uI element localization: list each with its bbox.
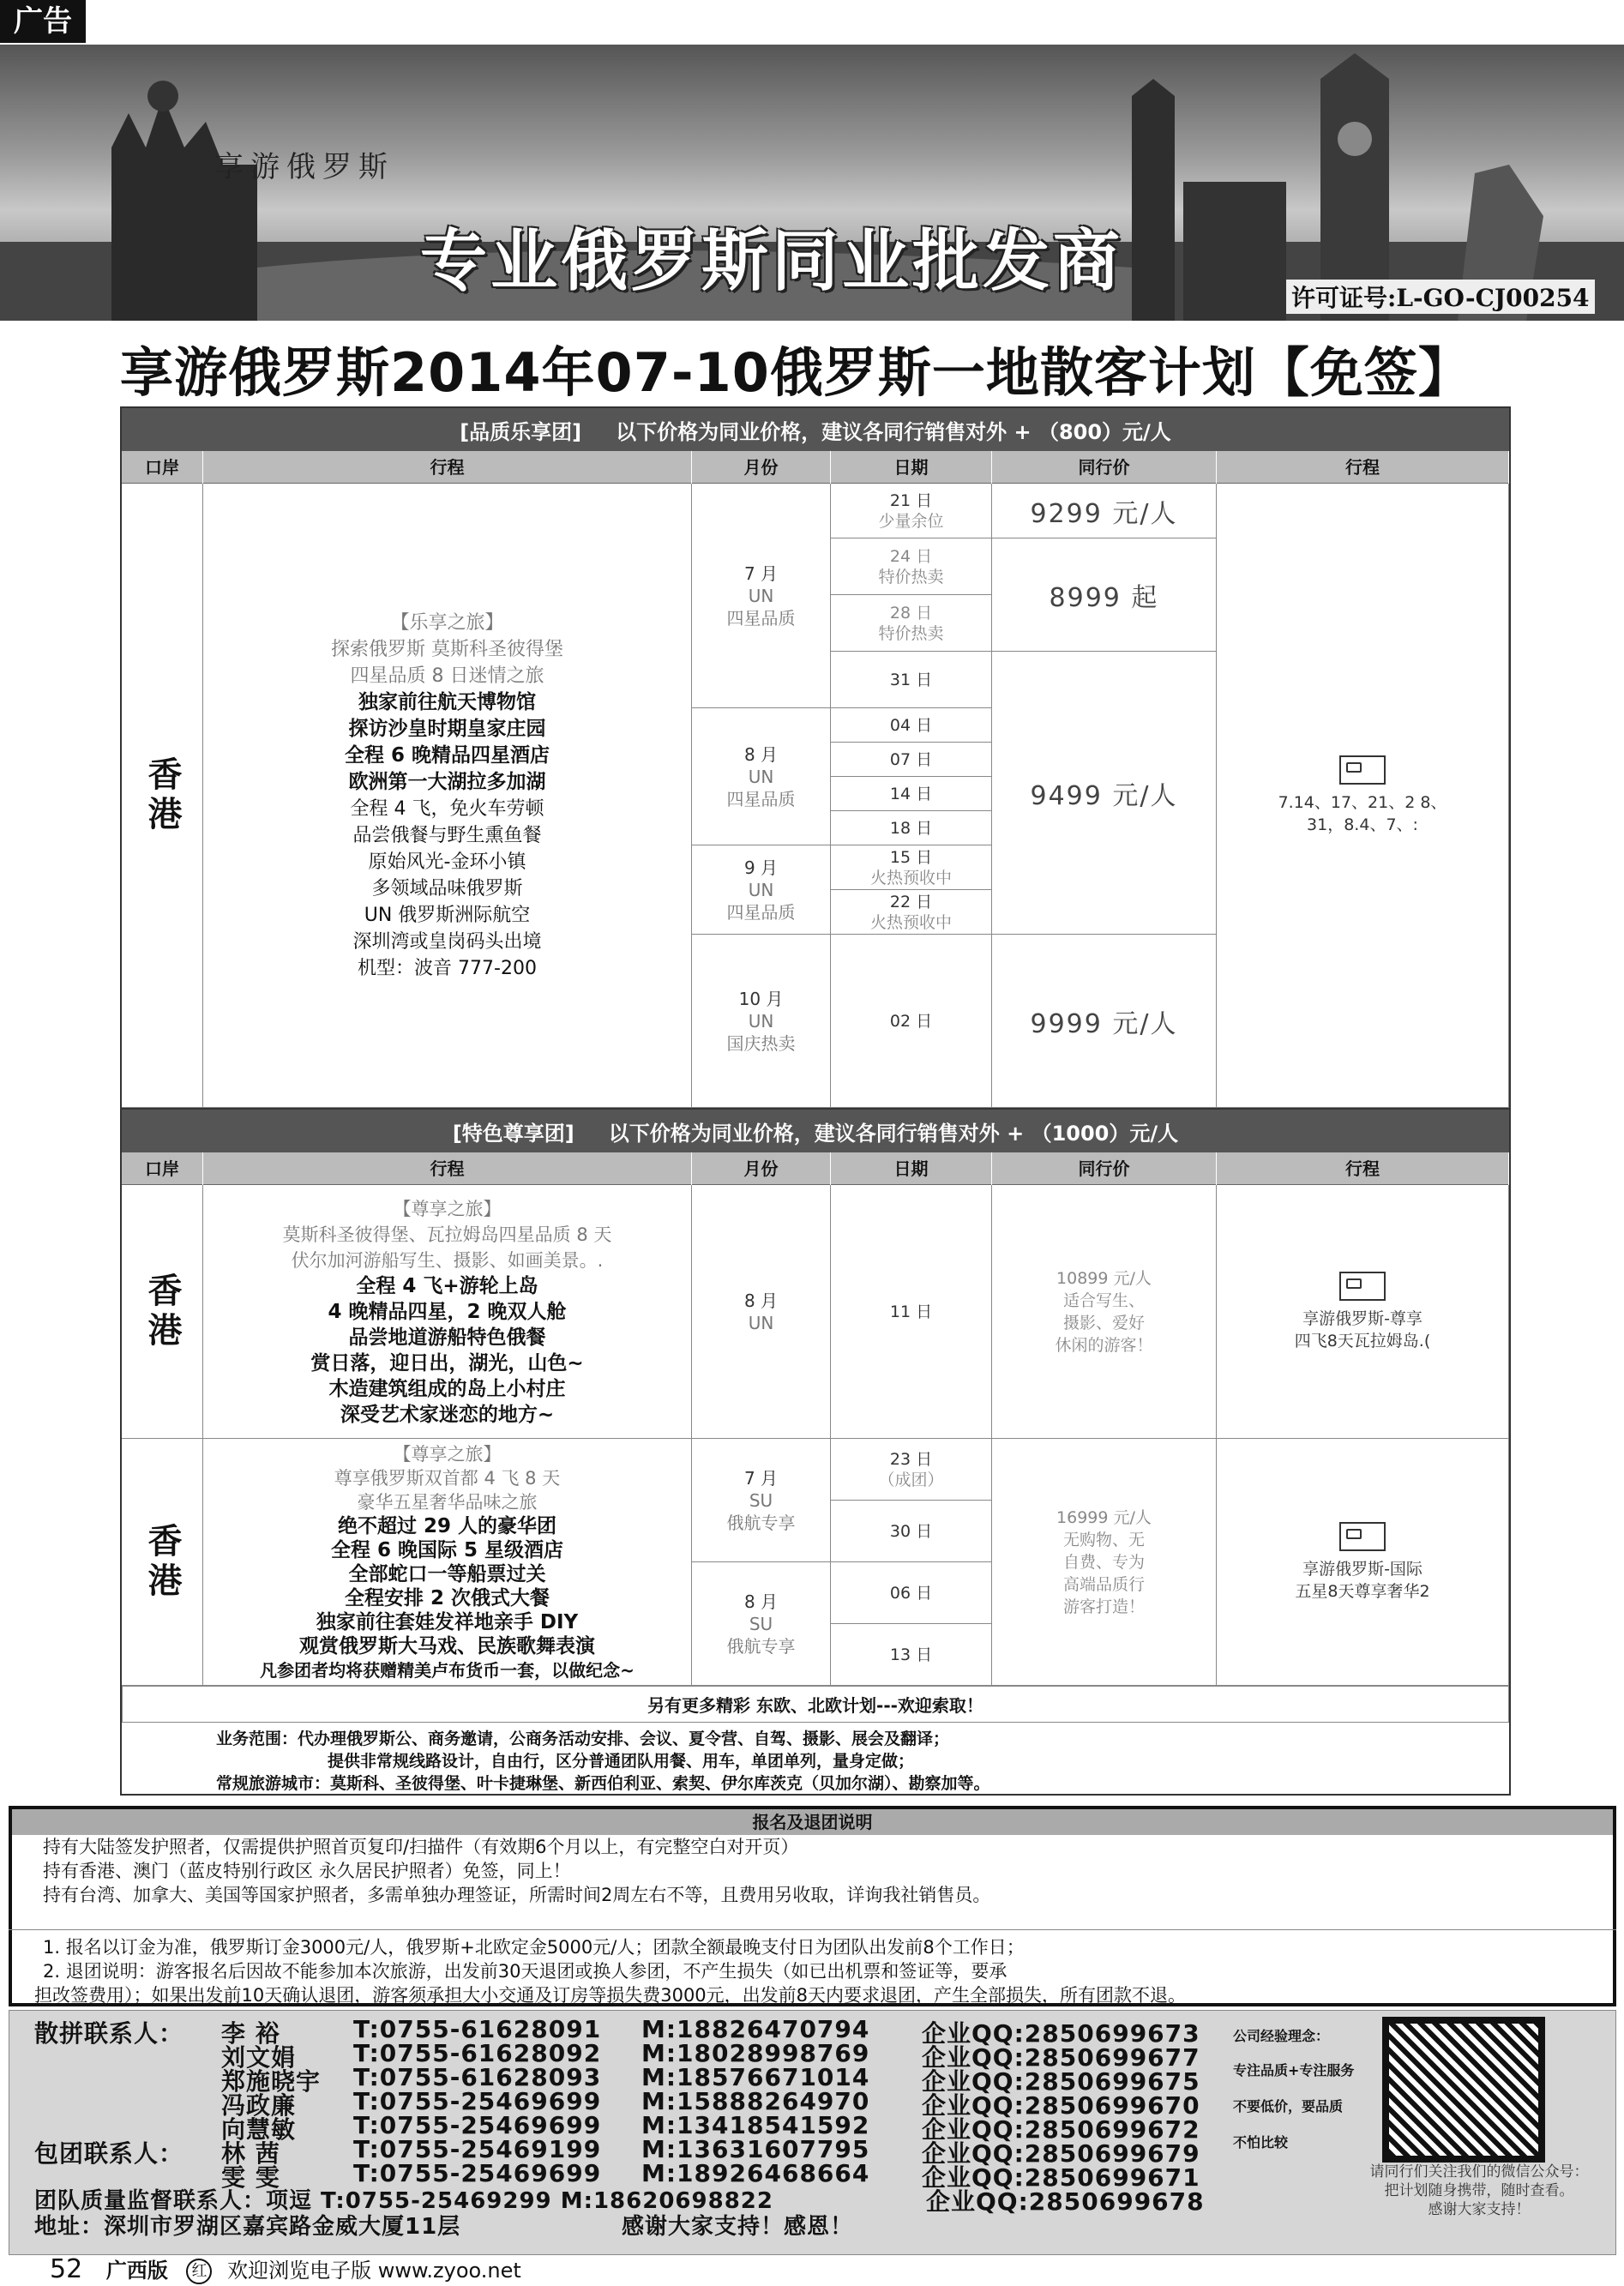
itin-line: 多领域品味俄罗斯 — [371, 877, 523, 899]
port-cell — [122, 1439, 203, 1686]
text: 向慧敏 — [221, 2115, 297, 2144]
text: 国庆热卖 — [726, 1032, 796, 1054]
text: 凡参团者均将获赠精美卢布货币一套，以做纪念~ — [260, 1659, 635, 1681]
date-cell — [831, 845, 992, 890]
table1-price-note: 以下价格为同业价格，建议各同行销售对外 + （800）元/人 — [616, 419, 1171, 444]
col-price: 同行价 — [992, 1152, 1217, 1185]
quality-supervisor: 团队质量监督联系人：项逗 T:0755-25469299 M:18620698822 — [34, 2188, 773, 2214]
page-footer — [0, 2253, 1624, 2286]
text: SU — [749, 1613, 773, 1634]
text: 担改签费用）；如果出发前10天确认退团，游客须承担大小交通及订房等损失费3000元，出发前8天内要求退团，产生全部损失，所有团款不退。 — [34, 1985, 1187, 2006]
text: 少量余位 — [878, 511, 944, 531]
text: 16999 元/人 — [1056, 1507, 1152, 1527]
text: （成团） — [878, 1470, 944, 1489]
text: 四星品质 — [726, 901, 796, 923]
ad-tag: 广告 — [0, 0, 86, 43]
text: M:15888264970 — [641, 2087, 870, 2115]
text: 火热预收中 — [869, 868, 952, 887]
philosophy-text: 不要低价，要品质 — [1233, 2098, 1344, 2115]
text: 10899 元/人 — [1056, 1268, 1152, 1288]
text: 13 日 — [889, 1645, 933, 1664]
text: SU — [749, 1489, 773, 1511]
date-cell — [831, 935, 992, 1108]
text: 06 日 — [889, 1583, 933, 1603]
text: 10 月 — [738, 988, 784, 1009]
text: 21 日 — [889, 490, 933, 510]
text: 郑施晓宇 — [221, 2067, 322, 2096]
text: 尊享俄罗斯双首都 4 飞 8 天 — [334, 1467, 561, 1489]
itin-line: 全程 6 晚精品四星酒店 — [344, 743, 550, 767]
port-cell — [122, 1185, 203, 1439]
date-cell — [831, 743, 992, 777]
table2-group-name: [特色尊享团] — [452, 1121, 574, 1146]
text: 伏尔加河游船写生、摄影、如画美景。. — [291, 1249, 604, 1271]
text: 企业QQ:2850699671 — [922, 2163, 1200, 2192]
text: 摄影、爱好 — [1062, 1313, 1145, 1332]
date-cell — [831, 652, 992, 708]
itinerary-doc-link[interactable] — [1217, 484, 1509, 1108]
text: 4 晚精品四星，2 晚双人舱 — [328, 1300, 567, 1323]
date-cell — [831, 1185, 992, 1439]
date-cell — [831, 1562, 992, 1624]
date-cell — [831, 708, 992, 743]
col-date: 日期 — [831, 451, 992, 484]
text: 14 日 — [889, 784, 933, 803]
text: 7 月 — [743, 562, 779, 584]
text: 木造建筑组成的岛上小村庄 — [328, 1377, 566, 1400]
text: 企业QQ:2850699675 — [922, 2067, 1200, 2096]
text: 林 茜 — [221, 2139, 280, 2168]
col-port: 口岸 — [122, 1152, 203, 1185]
text: 休闲的游客！ — [1055, 1335, 1153, 1355]
text: 04 日 — [889, 715, 933, 735]
reg-line: 持有香港、澳门（蓝皮特别行政区 永久居民护照者）免签，同上！ — [43, 1861, 571, 1881]
text: 感谢大家支持！ — [1428, 2201, 1531, 2218]
text: 22 日 — [889, 892, 933, 911]
itinerary-cell — [203, 484, 692, 1108]
table2-price-note: 以下价格为同业价格，建议各同行销售对外 + （1000）元/人 — [608, 1121, 1179, 1146]
slogan: 专业俄罗斯同业批发商 — [420, 223, 1124, 300]
itin-line: 品尝俄餐与野生熏鱼餐 — [352, 824, 542, 846]
quality-qq: 企业QQ:2850699678 — [926, 2187, 1205, 2216]
text: 1. 报名以订金为准，俄罗斯订金3000元/人，俄罗斯+北欧定金5000元/人；团款全额最晚支付日为团队出发前8个工作日； — [43, 1937, 1025, 1958]
text: 享游俄罗斯-尊享 — [1302, 1308, 1423, 1328]
table2-column-headers — [122, 1152, 1509, 1185]
col-itinerary-doc: 行程 — [1217, 451, 1509, 484]
date-cell — [831, 595, 992, 652]
website-link[interactable]: 欢迎浏览电子版 www.zyoo.net — [227, 2259, 521, 2283]
itin-line: 深圳湾或皇岗码头出境 — [352, 930, 542, 953]
edition-label: 广西版 — [105, 2259, 168, 2283]
text: 02 日 — [889, 1011, 933, 1031]
itin-line: 欧洲第一大湖拉多加湖 — [348, 770, 546, 793]
text: 8 月 — [743, 1591, 779, 1612]
text: 四飞8天瓦拉姆岛.( — [1294, 1331, 1431, 1351]
text: 全程安排 2 次俄式大餐 — [344, 1586, 550, 1609]
text: 独家前往套娃发祥地亲手 DIY — [316, 1610, 579, 1633]
date-cell — [831, 777, 992, 811]
text: T:0755-25469699 — [353, 2159, 602, 2187]
text: 绝不超过 29 人的豪华团 — [337, 1514, 557, 1537]
table-quality-tour — [120, 406, 1511, 1110]
text: 特价热卖 — [878, 623, 944, 643]
document-icon — [1339, 1522, 1386, 1551]
text: 07 日 — [889, 749, 933, 769]
text: 无购物、无 — [1062, 1530, 1145, 1549]
text: 8 月 — [743, 743, 779, 765]
port-cell — [122, 484, 203, 1108]
text: 四星品质 — [726, 788, 796, 809]
brand-logo: 享游俄罗斯 — [214, 150, 394, 184]
text: 业务范围：代办理俄罗斯公、商务邀请，公商务活动安排、会议、夏令营、自驾、摄影、展会及翻译； — [216, 1730, 950, 1748]
text: 7 月 — [743, 1467, 779, 1489]
text: 24 日 — [889, 546, 933, 566]
document-icon — [1339, 1272, 1386, 1301]
col-itinerary: 行程 — [203, 451, 692, 484]
month-cell — [692, 935, 831, 1108]
refund-policy — [9, 1929, 1616, 2015]
text: M:18576671014 — [641, 2063, 870, 2091]
business-scope — [122, 1723, 1509, 1800]
itin-line: 独家前往航天博物馆 — [358, 690, 536, 713]
text: 【尊享之旅】 — [393, 1198, 502, 1219]
text: 刘文娟 — [221, 2043, 297, 2072]
itin-line: 全程 4 飞，免火车劳顿 — [350, 797, 544, 820]
price-cell — [992, 1439, 1217, 1686]
philosophy-text: 专注品质+专注服务 — [1233, 2062, 1355, 2078]
text: UN — [748, 766, 774, 787]
contact-label: 散拼联系人： — [34, 2019, 184, 2048]
text: 把计划随身携带，随时查看。 — [1384, 2182, 1574, 2199]
more-plans-note: 另有更多精彩 东欧、北欧计划---欢迎索取！ — [122, 1686, 1509, 1723]
text: 企业QQ:2850699677 — [922, 2043, 1200, 2072]
itinerary-cell — [203, 1185, 692, 1439]
itin-line: 机型：波音 777-200 — [358, 957, 537, 979]
text: T:0755-61628091 — [353, 2015, 602, 2043]
philosophy-text: 不怕比较 — [1233, 2134, 1289, 2151]
price-cell: 8999 起 — [992, 538, 1217, 652]
text: 特价热卖 — [878, 567, 944, 587]
text: 冯政廉 — [221, 2091, 297, 2120]
text: 品尝地道游船特色俄餐 — [348, 1326, 546, 1349]
table1-column-headers — [122, 451, 1509, 484]
itin-line: UN 俄罗斯洲际航空 — [364, 904, 531, 926]
itin-line: 探访沙皇时期皇家庄园 — [348, 717, 546, 740]
text: UN — [748, 1312, 774, 1333]
text: M:13418541592 — [641, 2111, 870, 2139]
itin-line: 四星品质 8 日迷情之旅 — [350, 665, 544, 687]
text: 莫斯科圣彼得堡、瓦拉姆岛四星品质 8 天 — [282, 1224, 612, 1245]
text: 豪华五星奢华品味之旅 — [357, 1491, 538, 1513]
text: 五星8天尊享奢华2 — [1295, 1581, 1430, 1601]
text: T:0755-61628092 — [353, 2039, 602, 2067]
red-logo-icon: 红 — [186, 2259, 212, 2284]
text: 企业QQ:2850699673 — [922, 2019, 1200, 2048]
text: M:18826470794 — [641, 2015, 870, 2043]
reg-line: 持有大陆签发护照者，仅需提供护照首页复印/扫描件（有效期6个月以上，有完整空白对开页） — [43, 1837, 799, 1857]
text: 请同行们关注我们的微信公众号： — [1369, 2163, 1589, 2181]
text: 9 月 — [743, 857, 779, 878]
text: 全程 4 飞+游轮上岛 — [356, 1274, 538, 1297]
text: UN — [748, 585, 774, 606]
date-cell — [831, 811, 992, 845]
text: 2. 退团说明：游客报名后因故不能参加本次旅游，出发前30天退团或换人参团，不产生损失（如已出机票和签证等，要承 — [43, 1961, 1007, 1982]
date-cell — [831, 890, 992, 935]
doc-label: 7.14、17、21、2 8、31，8.4、7、: — [1278, 792, 1447, 834]
registration-title: 报名及退团说明 — [12, 1809, 1613, 1835]
page-number: 52 — [50, 2254, 83, 2284]
date-cell — [831, 1624, 992, 1686]
text: 常规旅游城市：莫斯科、圣彼得堡、叶卡捷琳堡、新西伯利亚、索契、伊尔库茨克（贝加尔湖）、勘察加等。 — [216, 1774, 990, 1793]
text: 赏日落，迎日出，湖光，山色~ — [310, 1351, 584, 1375]
text: 游客打造！ — [1062, 1597, 1145, 1616]
text: 李 裕 — [221, 2019, 280, 2048]
text: 四星品质 — [726, 607, 796, 629]
thanks-text: 感谢大家支持！感恩！ — [622, 2214, 854, 2240]
date-cell — [831, 538, 992, 595]
text: 28 日 — [889, 603, 933, 623]
itin-line: 原始风光-金环小镇 — [368, 851, 526, 873]
text: 提供非常规线路设计，自由行，区分普通团队用餐、用车，单团单列，量身定做； — [328, 1752, 915, 1771]
text: 雯 雯 — [221, 2163, 280, 2192]
date-cell — [831, 1501, 992, 1562]
wechat-qr-code — [1382, 2017, 1545, 2163]
text: 享游俄罗斯-国际 — [1302, 1559, 1423, 1579]
text: 俄航专享 — [726, 1512, 796, 1533]
itinerary-doc-link[interactable] — [1217, 1185, 1509, 1439]
text: T:0755-25469699 — [353, 2111, 602, 2139]
qr-caption — [1350, 2163, 1608, 2219]
text: 观赏俄罗斯大马戏、民族歌舞表演 — [299, 1634, 595, 1657]
month-cell — [692, 1439, 831, 1562]
port-name: 香港 — [142, 755, 182, 835]
reg-line: 持有台湾、加拿大、美国等国家护照者，多需单独办理签证，所需时间2周左右不等，且费用另收取，详询我社销售员。 — [43, 1885, 991, 1905]
text: 适合写生、 — [1062, 1290, 1145, 1310]
table-premium-tour — [120, 1110, 1511, 1796]
month-cell — [692, 708, 831, 845]
philosophy-text: 公司经验理念： — [1233, 2028, 1330, 2044]
text: 俄航专享 — [726, 1635, 796, 1657]
document-icon — [1339, 755, 1386, 785]
col-itinerary: 行程 — [203, 1152, 692, 1185]
itin-line: 【乐享之旅】 — [390, 611, 504, 634]
text: 18 日 — [889, 818, 933, 838]
text: M:18926468664 — [641, 2159, 870, 2187]
text: 香港 — [142, 1522, 182, 1602]
month-cell — [692, 484, 831, 708]
price-cell: 9299 元/人 — [992, 484, 1217, 538]
text: 全部蛇口一等船票过关 — [348, 1562, 546, 1585]
itinerary-cell — [203, 1439, 692, 1686]
text: T:0755-61628093 — [353, 2063, 602, 2091]
date-cell — [831, 1439, 992, 1501]
month-cell — [692, 1185, 831, 1439]
text: 31 日 — [889, 670, 933, 689]
price-cell: 9999 元/人 — [992, 935, 1217, 1108]
address: 地址：深圳市罗湖区嘉宾路金威大厦11层 — [34, 2214, 461, 2240]
col-month: 月份 — [692, 451, 831, 484]
text: 23 日 — [889, 1449, 933, 1469]
text: 15 日 — [889, 847, 933, 867]
text: 火热预收中 — [869, 912, 952, 932]
text: 8 月 — [743, 1290, 779, 1311]
table1-group-name: [品质乐享团] — [460, 419, 582, 444]
contact-label: 包团联系人： — [34, 2139, 184, 2168]
text: 深受艺术家迷恋的地方~ — [340, 1403, 555, 1426]
text: 11 日 — [889, 1302, 933, 1321]
text: 高端品质行 — [1062, 1574, 1145, 1594]
col-itinerary-doc: 行程 — [1217, 1152, 1509, 1185]
itinerary-doc-link[interactable] — [1217, 1439, 1509, 1686]
date-cell — [831, 484, 992, 538]
text: 企业QQ:2850699672 — [922, 2115, 1200, 2144]
itin-line: 探索俄罗斯 莫斯科圣彼得堡 — [331, 638, 563, 660]
text: 企业QQ:2850699670 — [922, 2091, 1200, 2120]
text: 【尊享之旅】 — [393, 1443, 502, 1465]
text: UN — [748, 879, 774, 900]
text: 自费、专为 — [1062, 1552, 1145, 1572]
col-date: 日期 — [831, 1152, 992, 1185]
price-cell: 9499 元/人 — [992, 652, 1217, 935]
table2-header — [122, 1110, 1509, 1152]
text: T:0755-25469199 — [353, 2135, 602, 2163]
text: M:13631607795 — [641, 2135, 870, 2163]
text: 全程 6 晚国际 5 星级酒店 — [330, 1538, 564, 1561]
license-number: 许可证号:L-GO-CJ00254 — [1286, 280, 1595, 314]
text: 企业QQ:2850699679 — [922, 2139, 1200, 2168]
col-price: 同行价 — [992, 451, 1217, 484]
col-port: 口岸 — [122, 451, 203, 484]
text: M:18028998769 — [641, 2039, 870, 2067]
month-cell — [692, 845, 831, 935]
price-cell — [992, 1185, 1217, 1439]
text: UN — [748, 1010, 774, 1032]
text: 30 日 — [889, 1521, 933, 1541]
page-title: 享游俄罗斯2014年07-10俄罗斯一地散客计划【免签】 — [120, 341, 1472, 404]
text: T:0755-25469699 — [353, 2087, 602, 2115]
col-month: 月份 — [692, 1152, 831, 1185]
text: 香港 — [142, 1272, 182, 1351]
month-cell — [692, 1562, 831, 1686]
table1-header — [122, 408, 1509, 451]
